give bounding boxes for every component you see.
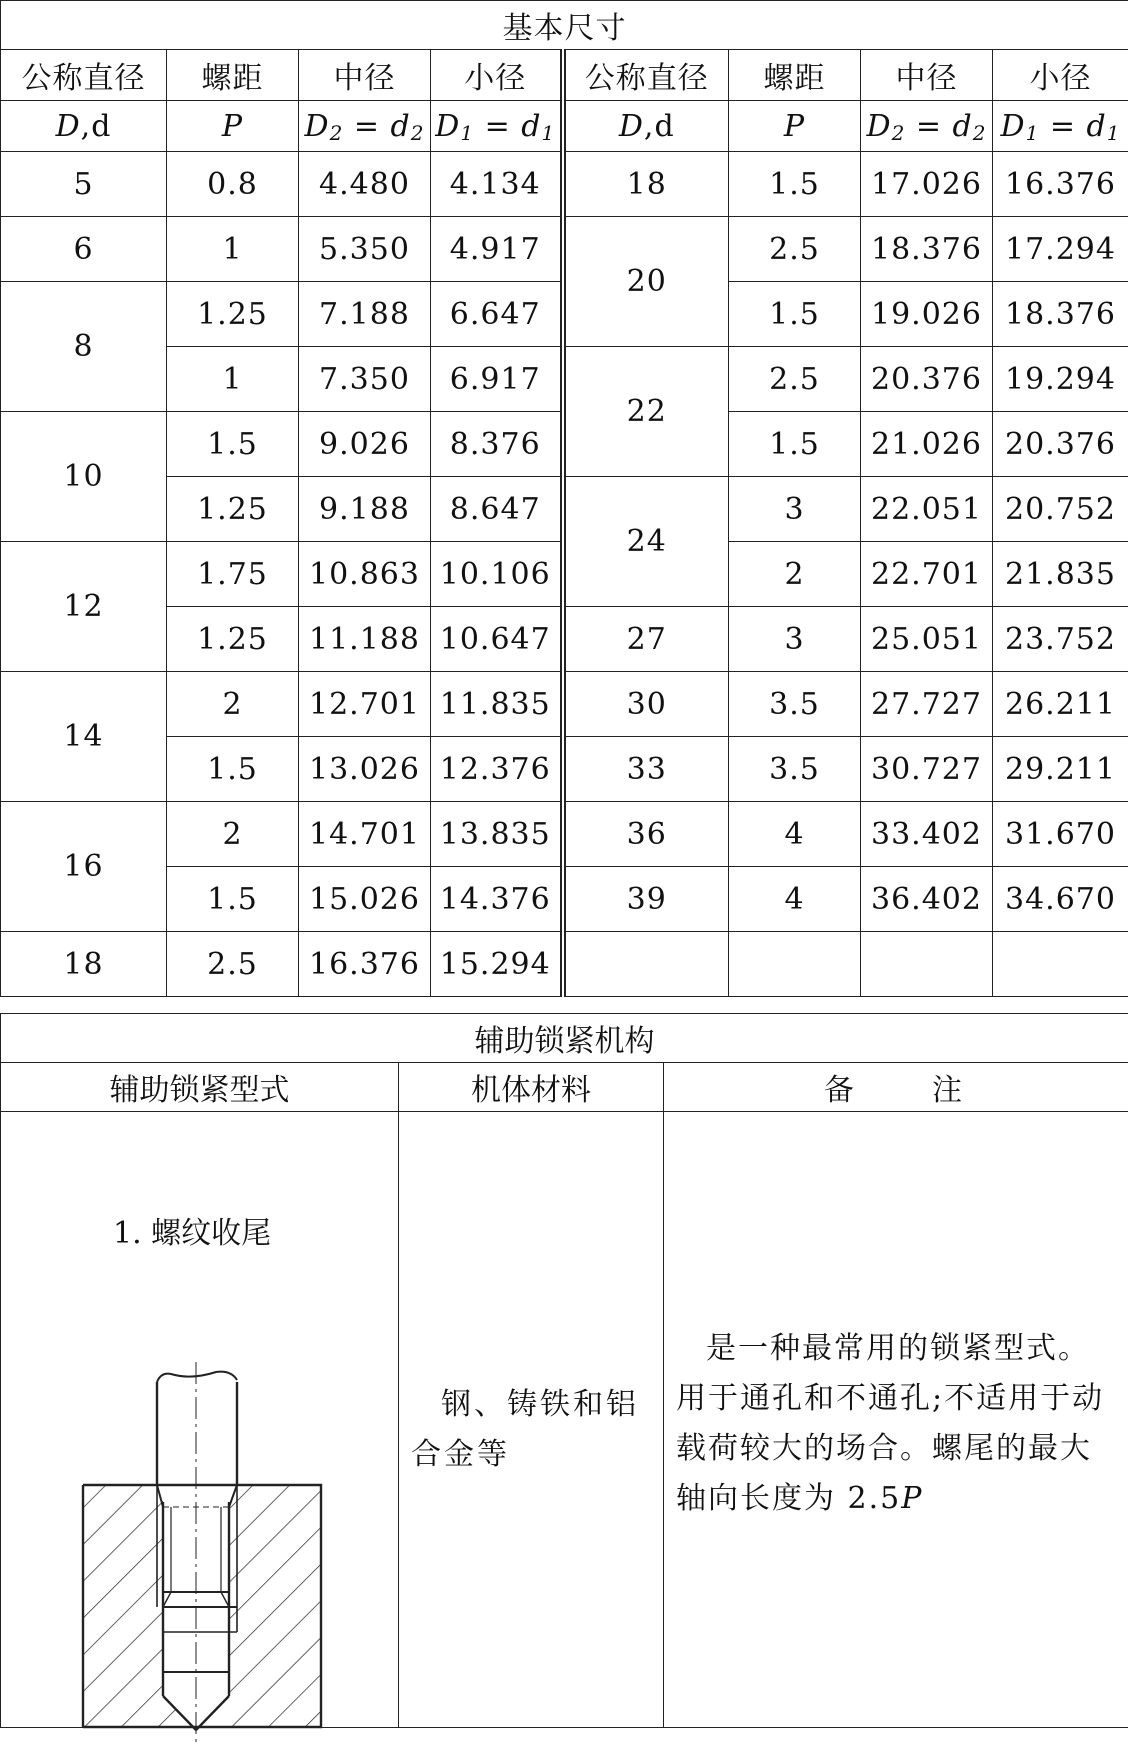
table-row	[1, 867, 1128, 932]
minor-diameter-cell: 29.211	[993, 737, 1128, 802]
symbol-eq: = d	[905, 109, 972, 144]
pitch-cell: 3.5	[729, 672, 861, 737]
col-symbol-1	[167, 101, 299, 152]
minor-diameter-cell: 13.835	[431, 802, 563, 867]
pitch-diameter-cell: 4.480	[299, 152, 431, 217]
symbol-main: D	[435, 109, 460, 144]
col-header-1: 螺距	[167, 50, 299, 101]
minor-diameter-cell: 23.752	[993, 607, 1128, 672]
pitch-cell: 3.5	[729, 737, 861, 802]
symbol-main: D	[56, 109, 81, 144]
pitch-cell: 1.5	[729, 412, 861, 477]
col-header-locking-type: 辅助锁紧型式	[1, 1063, 399, 1112]
minor-diameter-cell: 4.134	[431, 152, 563, 217]
remarks-cell	[664, 1112, 1128, 1728]
pitch-cell: 4	[729, 867, 861, 932]
minor-diameter-cell: 4.917	[431, 217, 563, 282]
body-material-cell	[399, 1112, 664, 1728]
symbol-main: D	[619, 109, 644, 144]
col-header-2: 中径	[299, 50, 431, 101]
auxiliary-locking-title: 辅助锁紧机构	[1, 1014, 1128, 1063]
symbol-main: P	[222, 109, 243, 144]
symbol-main: D	[867, 109, 892, 144]
pitch-cell: 1.5	[167, 412, 299, 477]
pitch-diameter-cell: 13.026	[299, 737, 431, 802]
pitch-diameter-cell: 17.026	[861, 152, 993, 217]
table-row	[1, 802, 1128, 867]
locking-type-cell	[1, 1112, 399, 1728]
symbol-sub: 2	[892, 121, 906, 145]
pitch-cell: 4	[729, 802, 861, 867]
pitch-diameter-cell: 33.402	[861, 802, 993, 867]
nominal-diameter-cell: 16	[1, 802, 167, 932]
pitch-diameter-cell: 18.376	[861, 217, 993, 282]
col-header-6: 中径	[861, 50, 993, 101]
symbol-rest: ,d	[81, 109, 112, 144]
pitch-cell: 1	[167, 347, 299, 412]
nominal-diameter-cell: 20	[563, 217, 729, 347]
pitch-cell: 2.5	[729, 347, 861, 412]
symbol-rest: ,d	[644, 109, 675, 144]
minor-diameter-cell: 34.670	[993, 867, 1128, 932]
nominal-diameter-cell: 5	[1, 152, 167, 217]
col-symbol-2	[299, 101, 431, 152]
nominal-diameter-cell: 36	[563, 802, 729, 867]
symbol-sub: 1	[1107, 121, 1121, 145]
col-header-4: 公称直径	[563, 50, 729, 101]
pitch-diameter-cell: 19.026	[861, 282, 993, 347]
col-header-0: 公称直径	[1, 50, 167, 101]
pitch-diameter-cell: 27.727	[861, 672, 993, 737]
empty-cell	[563, 932, 729, 997]
symbol-eq: = d	[343, 109, 410, 144]
locking-type-label: 1. 螺纹收尾	[113, 1208, 271, 1252]
symbol-main: D	[305, 109, 330, 144]
table-row	[1, 347, 1128, 412]
pitch-cell: 1.5	[167, 867, 299, 932]
pitch-cell: 2	[729, 542, 861, 607]
pitch-cell: 2	[167, 672, 299, 737]
pitch-cell: 1.5	[729, 152, 861, 217]
symbol-sub: 1	[1026, 121, 1040, 145]
minor-diameter-cell: 10.647	[431, 607, 563, 672]
remarks-text-variable: P	[901, 1481, 923, 1516]
col-header-5: 螺距	[729, 50, 861, 101]
col-symbol-3	[431, 101, 563, 152]
minor-diameter-cell: 16.376	[993, 152, 1128, 217]
minor-diameter-cell: 6.917	[431, 347, 563, 412]
nominal-diameter-cell: 27	[563, 607, 729, 672]
pitch-diameter-cell: 10.863	[299, 542, 431, 607]
thread-runout-figure	[71, 1262, 331, 1742]
minor-diameter-cell: 19.294	[993, 347, 1128, 412]
minor-diameter-cell: 20.752	[993, 477, 1128, 542]
pitch-cell: 2	[167, 802, 299, 867]
minor-diameter-cell: 6.647	[431, 282, 563, 347]
col-symbol-4	[563, 101, 729, 152]
symbol-sub: 2	[330, 121, 344, 145]
table-row	[1, 672, 1128, 737]
pitch-cell: 1.25	[167, 607, 299, 672]
pitch-diameter-cell: 22.701	[861, 542, 993, 607]
nominal-diameter-cell: 6	[1, 217, 167, 282]
col-symbol-7	[993, 101, 1128, 152]
pitch-diameter-cell: 11.188	[299, 607, 431, 672]
minor-diameter-cell: 20.376	[993, 412, 1128, 477]
minor-diameter-cell: 11.835	[431, 672, 563, 737]
pitch-diameter-cell: 12.701	[299, 672, 431, 737]
pitch-diameter-cell: 7.350	[299, 347, 431, 412]
symbol-eq: = d	[1039, 109, 1106, 144]
pitch-cell: 1	[167, 217, 299, 282]
col-symbol-6	[861, 101, 993, 152]
empty-cell	[993, 932, 1128, 997]
table-row	[1, 737, 1128, 802]
minor-diameter-cell: 26.211	[993, 672, 1128, 737]
symbol-sub: 2	[973, 121, 987, 145]
nominal-diameter-cell: 22	[563, 347, 729, 477]
col-symbol-0	[1, 101, 167, 152]
pitch-diameter-cell: 22.051	[861, 477, 993, 542]
remarks-text-main: 是一种最常用的锁紧型式。用于通孔和不通孔;不适用于动载荷较大的场合。螺尾的最大轴向长度为 2.5	[676, 1331, 1104, 1516]
remarks-text	[676, 1316, 1116, 1524]
nominal-diameter-cell: 24	[563, 477, 729, 607]
symbol-eq: = d	[474, 109, 541, 144]
pitch-cell: 1.5	[167, 737, 299, 802]
pitch-diameter-cell: 21.026	[861, 412, 993, 477]
pitch-cell: 3	[729, 477, 861, 542]
pitch-cell: 1.25	[167, 282, 299, 347]
nominal-diameter-cell: 10	[1, 412, 167, 542]
minor-diameter-cell: 21.835	[993, 542, 1128, 607]
pitch-cell: 1.5	[729, 282, 861, 347]
table-row	[1, 607, 1128, 672]
pitch-diameter-cell: 15.026	[299, 867, 431, 932]
empty-cell	[861, 932, 993, 997]
minor-diameter-cell: 10.106	[431, 542, 563, 607]
pitch-diameter-cell: 9.188	[299, 477, 431, 542]
empty-cell	[729, 932, 861, 997]
pitch-diameter-cell: 36.402	[861, 867, 993, 932]
symbol-main: D	[1001, 109, 1026, 144]
body-material-text: 钢、铸铁和铝合金等	[411, 1360, 651, 1480]
auxiliary-locking-table	[0, 1013, 1128, 1728]
pitch-diameter-cell: 20.376	[861, 347, 993, 412]
pitch-diameter-cell: 14.701	[299, 802, 431, 867]
nominal-diameter-cell: 18	[1, 932, 167, 997]
pitch-cell: 1.75	[167, 542, 299, 607]
minor-diameter-cell: 15.294	[431, 932, 563, 997]
pitch-cell: 2.5	[729, 217, 861, 282]
nominal-diameter-cell: 18	[563, 152, 729, 217]
symbol-main: P	[784, 109, 805, 144]
pitch-cell: 3	[729, 607, 861, 672]
basic-dimensions-title: 基本尺寸	[1, 1, 1128, 50]
col-header-3: 小径	[431, 50, 563, 101]
minor-diameter-cell: 31.670	[993, 802, 1128, 867]
minor-diameter-cell: 12.376	[431, 737, 563, 802]
pitch-cell: 2.5	[167, 932, 299, 997]
pitch-diameter-cell: 9.026	[299, 412, 431, 477]
pitch-diameter-cell: 7.188	[299, 282, 431, 347]
nominal-diameter-cell: 39	[563, 867, 729, 932]
nominal-diameter-cell: 14	[1, 672, 167, 802]
nominal-diameter-cell: 8	[1, 282, 167, 412]
minor-diameter-cell: 8.647	[431, 477, 563, 542]
nominal-diameter-cell: 33	[563, 737, 729, 802]
minor-diameter-cell: 14.376	[431, 867, 563, 932]
table-row	[1, 152, 1128, 217]
nominal-diameter-cell: 12	[1, 542, 167, 672]
minor-diameter-cell: 18.376	[993, 282, 1128, 347]
nominal-diameter-cell: 30	[563, 672, 729, 737]
col-header-7: 小径	[993, 50, 1128, 101]
table-row	[1, 217, 1128, 282]
pitch-cell: 0.8	[167, 152, 299, 217]
minor-diameter-cell: 17.294	[993, 217, 1128, 282]
symbol-sub: 1	[541, 121, 555, 145]
col-symbol-5	[729, 101, 861, 152]
minor-diameter-cell: 8.376	[431, 412, 563, 477]
symbol-sub: 1	[460, 121, 474, 145]
col-header-remarks: 备 注	[664, 1063, 1128, 1112]
table-row	[1, 477, 1128, 542]
pitch-diameter-cell: 25.051	[861, 607, 993, 672]
col-header-body-material: 机体材料	[399, 1063, 664, 1112]
table-row	[1, 932, 1128, 997]
pitch-diameter-cell: 5.350	[299, 217, 431, 282]
symbol-sub: 2	[411, 121, 425, 145]
pitch-cell: 1.25	[167, 477, 299, 542]
pitch-diameter-cell: 16.376	[299, 932, 431, 997]
pitch-diameter-cell: 30.727	[861, 737, 993, 802]
